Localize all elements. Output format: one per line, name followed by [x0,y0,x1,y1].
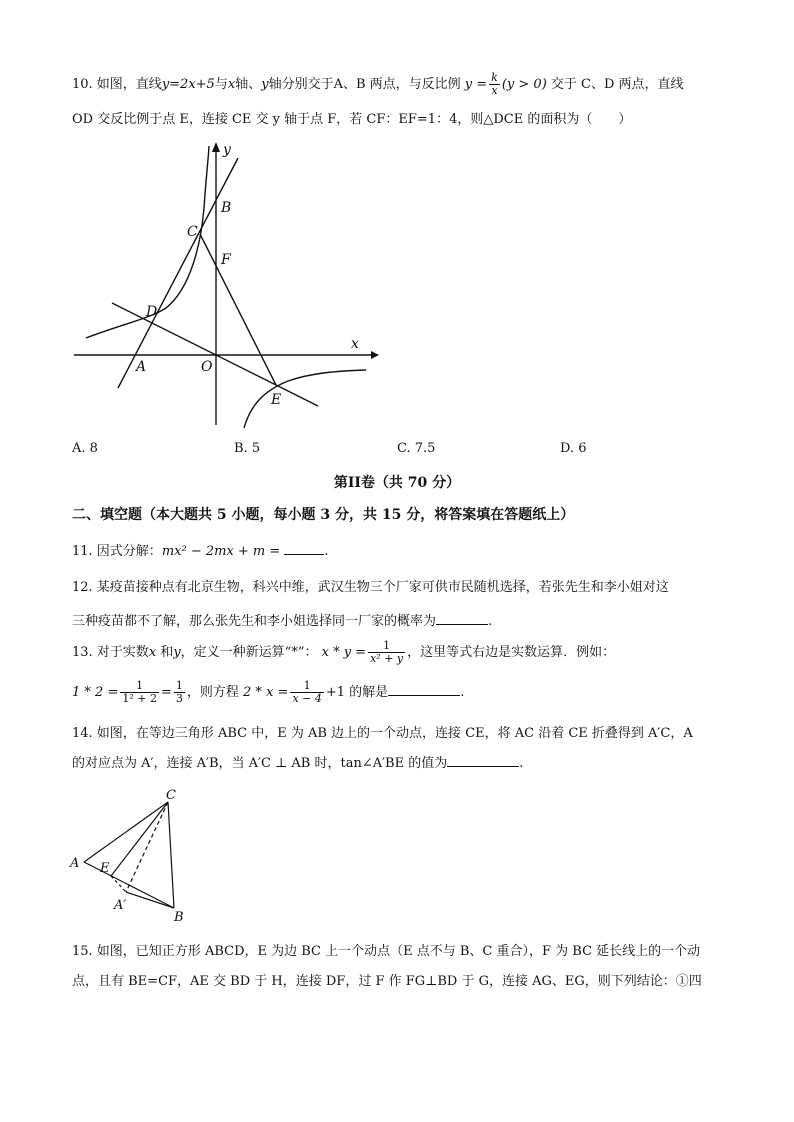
part2-heading: 二、填空题（本大题共 5 小题，每小题 3 分，共 15 分，将答案填在答题纸上） [72,507,575,523]
seg-a1b [126,892,174,908]
seg-ac [84,802,168,862]
q13-example-fraction-2: $\frac{1}{3}$ [175,679,183,705]
q11-answer-blank [284,542,324,555]
label-x: x [351,336,359,352]
label-B: B [174,910,184,925]
q15-line2: 点，且有 BE=CF，AE 交 BD 于 H，连接 DF，过 F 作 FG⊥BD 于 G，连接 AG、EG，则下列结论：①四 [72,974,702,989]
label-A: A [136,359,147,375]
q14-line2: 的对应点为 A′，连接 A′B，当 A′C ⊥ AB 时，tan∠A′BE 的值为 . [72,756,524,771]
seg-ca1 [126,802,168,892]
q10-option-b: B. 5 [234,441,261,456]
q12-answer-blank [436,612,488,625]
q13-def-fraction: $\frac{1}{\text{x² + y}}$ [370,639,404,665]
x-axis-arrow [371,351,379,359]
q14-line1: 14. 如图，在等边三角形 ABC 中，E 为 AB 边上的一个动点，连接 CE，将 AC 沿着 CE 折叠得到 A′C，A [72,726,693,741]
q10-fn-lhs: y = [464,77,488,92]
q13-example-fraction-1: $\frac{1}{\text{1² + 2}}$ [122,679,157,705]
section-title: 第II卷（共 70 分） [333,475,461,491]
q12-line1: 12. 某疫苗接种点有北京生物，科兴中维，武汉生物三个厂家可供市民随机选择，若张先生和李小姐对这 [72,580,669,595]
q15-line1: 15. 如图，已知正方形 ABCD，E 为边 BC 上一个动点（E 点不与 B、C 重合），F 为 BC 延长线上的一个动 [72,944,701,959]
label-y: y [223,142,231,158]
label-C: C [166,788,176,803]
q13-answer-blank [388,683,460,696]
q10-option-a: A. 8 [72,441,98,456]
label-E: E [271,392,282,408]
label-C: C [187,224,198,240]
q12-line2: 三种疫苗都不了解，那么张先生和李小姐选择同一厂家的概率为 . [72,614,493,629]
label-D: D [146,304,158,320]
label-A-prime: A′ [114,898,127,913]
q13-line2: 1 * 2 = $\frac{1}{\text{1² + 2}}$ = $\frac{1}{3}$ ，则方程 2 * x = $\frac{1}{x - 4}$ +1 的解是 . [72,679,465,705]
seg-ea1 [111,876,126,892]
q10-line1: 10. 如图，直线y=2x+5与x轴、y轴分别交于A、B 两点，与反比例 y = $\frac{k}{x}$ (y > 0) 交于 C、D 两点，直线 [72,71,684,97]
seg-ce [111,802,168,876]
q10-line2: OD 交反比例于点 E，连接 CE 交 y 轴于点 F，若 CF：EF=1：4，则△DCE 的面积为（ ） [72,112,632,127]
label-B: B [221,200,232,216]
y-axis-arrow [212,142,220,152]
q10-figure [66,138,386,428]
label-O: O [201,359,213,375]
seg-cb [168,802,174,908]
q10-fn-fraction: $\frac{k}{x}$ [491,71,498,97]
label-A: A [70,856,80,871]
label-F: F [221,252,231,268]
label-E: E [100,861,110,876]
q13-line1: 13. 对于实数x 和y，定义一种新运算“*”： x * y = $\frac{1}{\text{x² + y}}$ ，这里等式右边是实数运算．例如： [72,639,616,665]
q10-option-c: C. 7.5 [397,441,436,456]
q13-equation-fraction: $\frac{1}{x - 4}$ [292,679,322,705]
q11: 11. 因式分解：mx² − 2mx + m = . [72,544,329,559]
q14-answer-blank [447,754,519,767]
q14-figure [66,788,206,928]
q10-option-d: D. 6 [560,441,587,456]
